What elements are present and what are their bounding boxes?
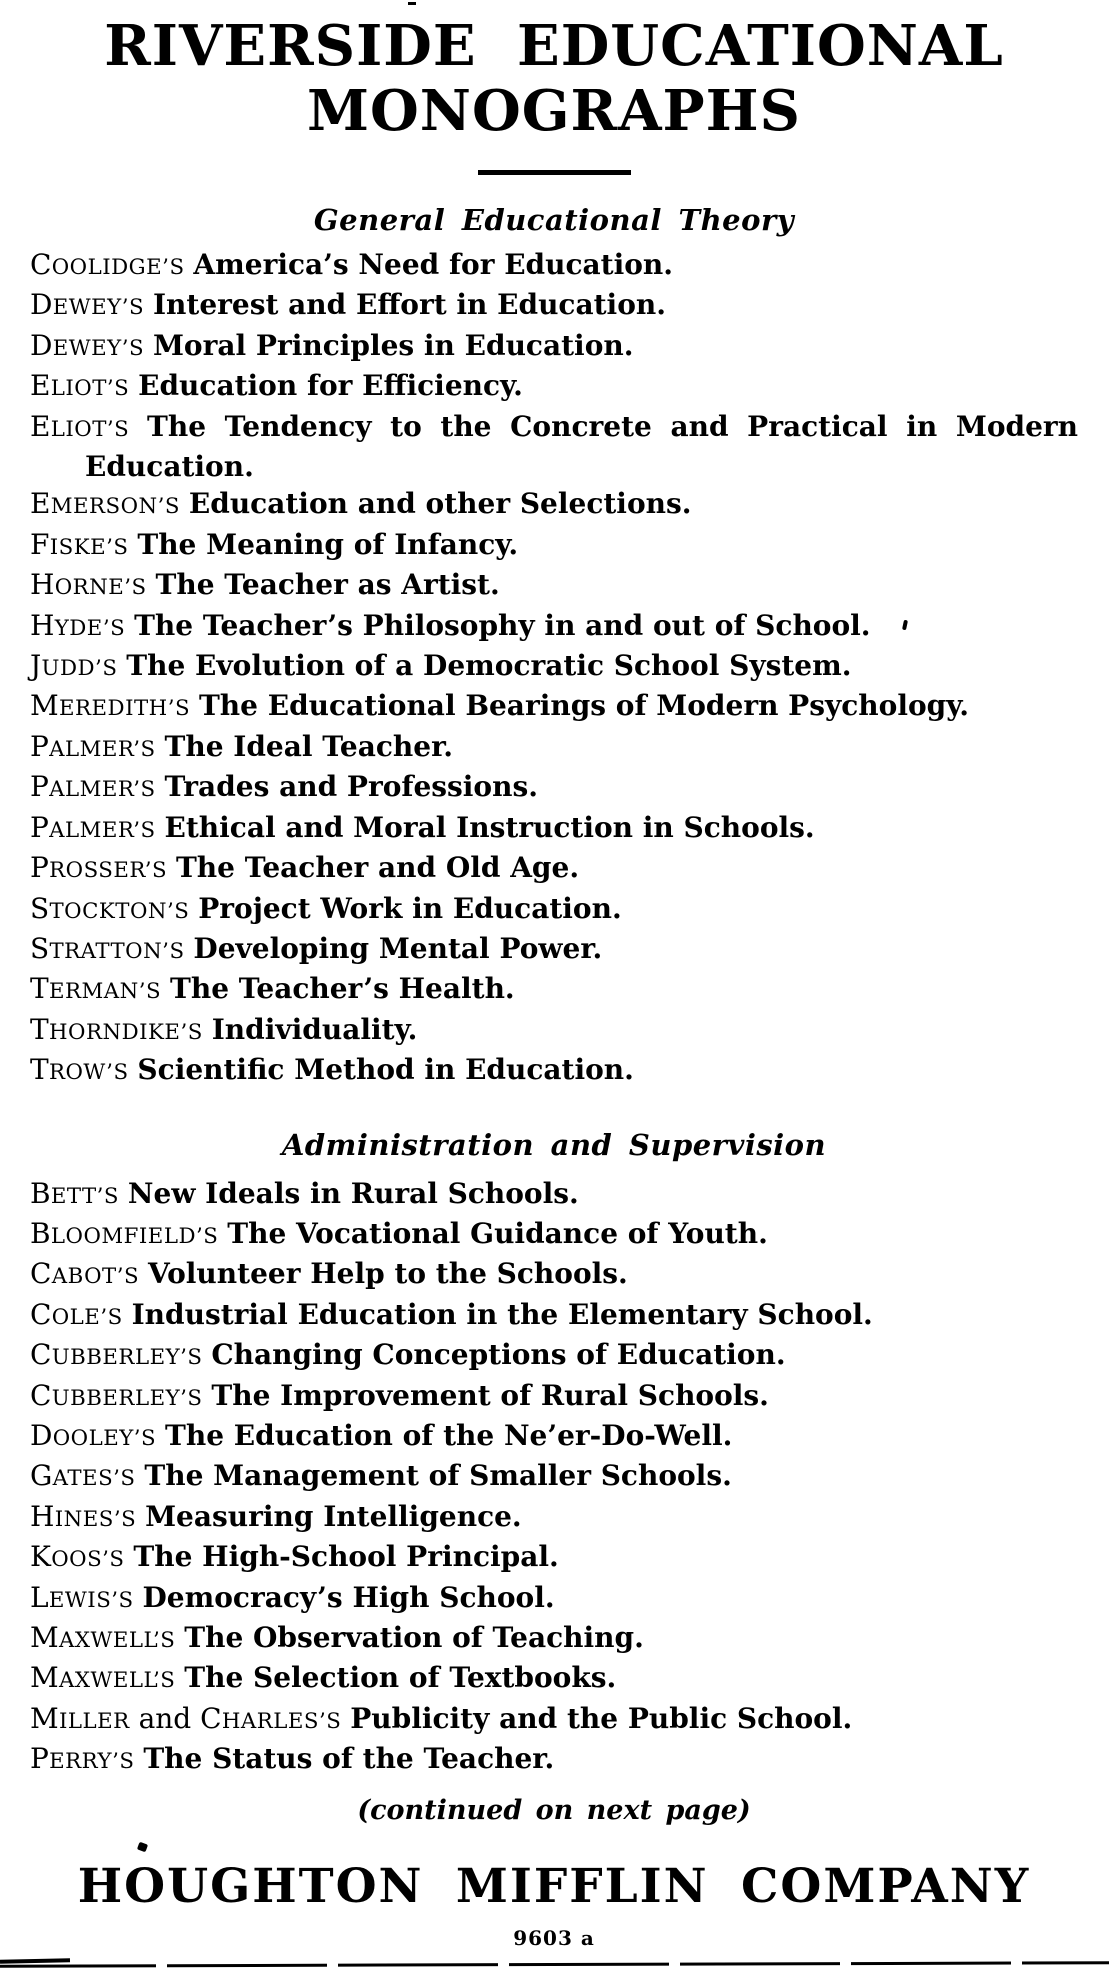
book-title: Project Work in Education. <box>198 891 622 925</box>
book-author: GATES’S <box>30 1459 136 1493</box>
book-title: The Status of the Teacher. <box>143 1742 555 1776</box>
book-title: Trades and Professions. <box>164 770 538 804</box>
book-list-item <box>30 970 1078 1010</box>
book-author: MILLER <box>30 1701 130 1735</box>
book-title: The Teacher and Old Age. <box>175 851 580 885</box>
print-code: 9603 a <box>513 1925 595 1950</box>
book-author: EMERSON’S <box>30 487 180 521</box>
book-list-item <box>30 1579 1078 1619</box>
page-title-line-1: RIVERSIDE EDUCATIONAL <box>104 13 1004 79</box>
book-author: DEWEY’S <box>30 328 145 362</box>
book-list-item <box>30 408 1078 486</box>
book-list-item <box>30 1457 1078 1497</box>
book-author: DOOLEY’S <box>30 1418 157 1452</box>
book-title: The Improvement of Rural Schools. <box>211 1378 769 1412</box>
title-divider-rule <box>478 170 631 175</box>
book-list-item <box>30 1336 1078 1376</box>
book-author: CABOT’S <box>30 1257 140 1291</box>
page-title-line-2: MONOGRAPHS <box>306 78 801 144</box>
book-title: The Teacher as Artist. <box>155 568 500 602</box>
book-list-item: MILLER and CHARLES’S Publicity and the Public School. <box>30 1701 853 1735</box>
page-title <box>30 14 1078 144</box>
book-list-item <box>30 1619 1078 1659</box>
book-list-item <box>30 1296 1078 1336</box>
book-title: The Tendency to the Concrete and Practical in Modern Education. <box>85 409 1078 484</box>
book-title: Measuring Intelligence. <box>145 1499 522 1533</box>
book-list-item <box>30 1051 1078 1091</box>
book-title: The Vocational Guidance of Youth. <box>227 1216 768 1250</box>
book-title: The High-School Principal. <box>133 1540 559 1574</box>
book-list-item <box>30 485 1078 525</box>
book-title: Volunteer Help to the Schools. <box>147 1257 628 1291</box>
book-list-item <box>30 1215 1078 1255</box>
book-author: PALMER’S <box>30 810 156 844</box>
book-author: LEWIS’S <box>30 1580 134 1614</box>
book-author: TROW’S <box>30 1053 129 1087</box>
book-author: HINES’S <box>30 1499 137 1533</box>
book-list-item <box>30 286 1078 326</box>
section-heading-general-educational-theory: General Educational Theory <box>313 203 795 237</box>
book-list-item <box>30 890 1078 930</box>
book-list-item <box>30 728 1078 768</box>
book-title: The Ideal Teacher. <box>164 729 454 763</box>
book-title: The Management of Smaller Schools. <box>144 1459 732 1493</box>
book-author: HYDE’S <box>30 608 126 642</box>
book-author: FISKE’S <box>30 527 129 561</box>
book-author: MAXWELL’S <box>30 1621 176 1654</box>
book-title: The Evolution of a Democratic School System. <box>126 649 852 683</box>
book-list-item <box>30 607 1078 647</box>
book-author: TERMAN’S <box>30 972 162 1006</box>
book-title: New Ideals in Rural Schools. <box>127 1176 579 1210</box>
book-title: Developing Mental Power. <box>193 931 603 965</box>
book-author: STOCKTON’S <box>30 891 190 925</box>
continued-note: (continued on next page) <box>357 1794 751 1826</box>
book-author: MEREDITH’S <box>30 689 191 723</box>
scan-ink-speck-top <box>408 2 416 5</box>
book-list-item <box>30 1740 1078 1780</box>
book-author: ELIOT’S <box>30 369 130 403</box>
book-author: PALMER’S <box>30 729 156 763</box>
publisher-name: HOUGHTON MIFFLIN COMPANY <box>77 1858 1031 1914</box>
book-title: The Teacher’s Philosophy in and out of School. <box>134 608 871 642</box>
book-title: The Education of the Ne’er-Do-Well. <box>165 1418 733 1452</box>
book-title: The Meaning of Infancy. <box>137 527 519 561</box>
book-author: THORNDIKE’S <box>30 1012 203 1046</box>
book-author: CUBBERLEY’S <box>30 1378 203 1412</box>
book-author: MAXWELL’S <box>30 1661 176 1695</box>
book-title: The Observation of Teaching. <box>184 1621 644 1654</box>
book-author: JUDD’S <box>30 649 118 683</box>
book-list-item <box>30 526 1078 566</box>
book-author: BLOOMFIELD’S <box>30 1216 219 1250</box>
book-list-item <box>30 367 1078 407</box>
book-list-item <box>30 768 1078 808</box>
book-title: The Educational Bearings of Modern Psychology. <box>198 689 970 723</box>
book-author: PALMER’S <box>30 770 156 804</box>
book-author: COLE’S <box>30 1297 123 1331</box>
book-list-item <box>30 1377 1078 1417</box>
book-list-item <box>30 1538 1078 1578</box>
book-list-item <box>30 1175 1078 1215</box>
book-author: CHARLES’S <box>200 1701 342 1735</box>
book-list-item <box>30 1011 1078 1051</box>
book-list-item <box>30 566 1078 606</box>
book-title: Democracy’s High School. <box>142 1580 555 1614</box>
book-list-item <box>30 1659 1078 1699</box>
book-title: Education and other Selections. <box>188 487 692 521</box>
book-list-item <box>30 1417 1078 1457</box>
book-list-item <box>30 246 1078 286</box>
book-author: COOLIDGE’S <box>30 248 185 281</box>
book-title: Interest and Effort in Education. <box>152 288 666 322</box>
book-title: Scientific Method in Education. <box>137 1053 634 1087</box>
book-title: Education for Efficiency. <box>138 369 523 403</box>
book-title: The Teacher’s Health. <box>170 972 515 1006</box>
book-list-item <box>30 809 1078 849</box>
scan-page-edge-line <box>0 1961 1109 1967</box>
book-author: STRATTON’S <box>30 931 185 965</box>
book-author: KOOS’S <box>30 1540 125 1574</box>
book-title: Industrial Education in the Elementary School. <box>131 1297 873 1331</box>
book-list-item <box>30 1498 1078 1538</box>
book-title: Moral Principles in Education. <box>152 328 634 362</box>
book-title: Changing Conceptions of Education. <box>211 1338 786 1372</box>
book-author: DEWEY’S <box>30 288 145 322</box>
book-title: America’s Need for Education. <box>193 248 674 281</box>
book-author: PERRY’S <box>30 1742 135 1776</box>
book-title: Individuality. <box>211 1012 418 1046</box>
book-list-item <box>30 1255 1078 1295</box>
scan-page-edge-line-thick <box>0 1958 70 1963</box>
book-author: HORNE’S <box>30 568 147 602</box>
section-heading-administration-and-supervision: Administration and Supervision <box>281 1127 827 1162</box>
book-list-item <box>30 930 1078 970</box>
book-list-general-educational-theory <box>30 246 1078 1092</box>
book-title: The Selection of Textbooks. <box>184 1661 617 1695</box>
book-title: Ethical and Moral Instruction in Schools. <box>164 810 815 844</box>
book-list-administration-and-supervision <box>30 1175 1078 1781</box>
book-list-item <box>30 327 1078 367</box>
book-list-item <box>30 687 1078 727</box>
book-title: Publicity and the Public School. <box>350 1701 853 1735</box>
book-list-item <box>30 647 1078 687</box>
book-author: CUBBERLEY’S <box>30 1338 203 1372</box>
book-list-item <box>30 849 1078 889</box>
book-author: BETT’S <box>30 1176 120 1210</box>
book-author: PROSSER’S <box>30 851 168 885</box>
book-author: ELIOT’S <box>30 409 130 443</box>
